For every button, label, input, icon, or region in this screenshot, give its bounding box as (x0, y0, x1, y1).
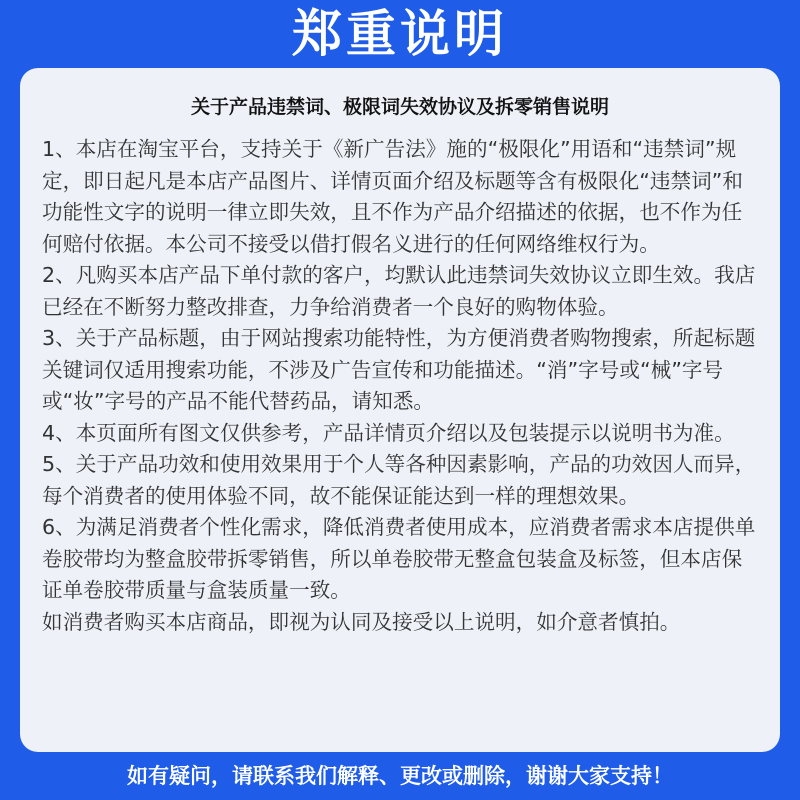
notice-body (42, 134, 758, 638)
footer-banner: 如有疑问，请联系我们解释、更改或删除，谢谢大家支持！ (127, 764, 673, 788)
notice-paragraph-5: 5、关于产品功效和使用效果用于个人等各种因素影响，产品的功效因人而异，每个消费者的使用体验不同，故不能保证能达到一样的理想效果。 (42, 452, 756, 508)
page-title: 郑重说明 (292, 5, 508, 63)
notice-closing: 如消费者购买本店商品，即视为认同及接受以上说明，如介意者慎拍。 (42, 609, 681, 634)
notice-card (20, 68, 780, 752)
notice-paragraph-4: 4、本页面所有图文仅供参考，产品详情页介绍以及包装提示以说明书为准。 (42, 420, 735, 445)
notice-paragraph-6: 6、为满足消费者个性化需求，降低消费者使用成本，应消费者需求本店提供单卷胶带均为整盒胶带拆零销售，所以单卷胶带无整盒包装盒及标签，但本店保证单卷胶带质量与盒装质量一致。 (42, 515, 756, 602)
notice-paragraph-3: 3、关于产品标题，由于网站搜索功能特性，为方便消费者购物搜索，所起标题关键词仅适用搜索功能，不涉及广告宣传和功能描述。“消”字号或“械”字号或“妆”字号的产品不能代替药品，请知悉。 (42, 326, 756, 413)
notice-paragraph-2: 2、凡购买本店产品下单付款的客户，均默认此违禁词失效协议立即生效。我店已经在不断努力整改排查，力争给消费者一个良好的购物体验。 (42, 263, 756, 319)
notice-paragraph-1: 1、本店在淘宝平台，支持关于《新广告法》施的“极限化”用语和“违禁词”规定，即日起凡是本店产品图片、详情页面介绍及标题等含有极限化“违禁词”和功能性文字的说明一律立即失效，且不作为产品介绍描述的依据，也不作为任何赔付依据。本公司不接受以借打假名义进行的任何网络维权行为。 (42, 137, 743, 256)
notice-heading: 关于产品违禁词、极限词失效协议及拆零销售说明 (190, 96, 609, 118)
